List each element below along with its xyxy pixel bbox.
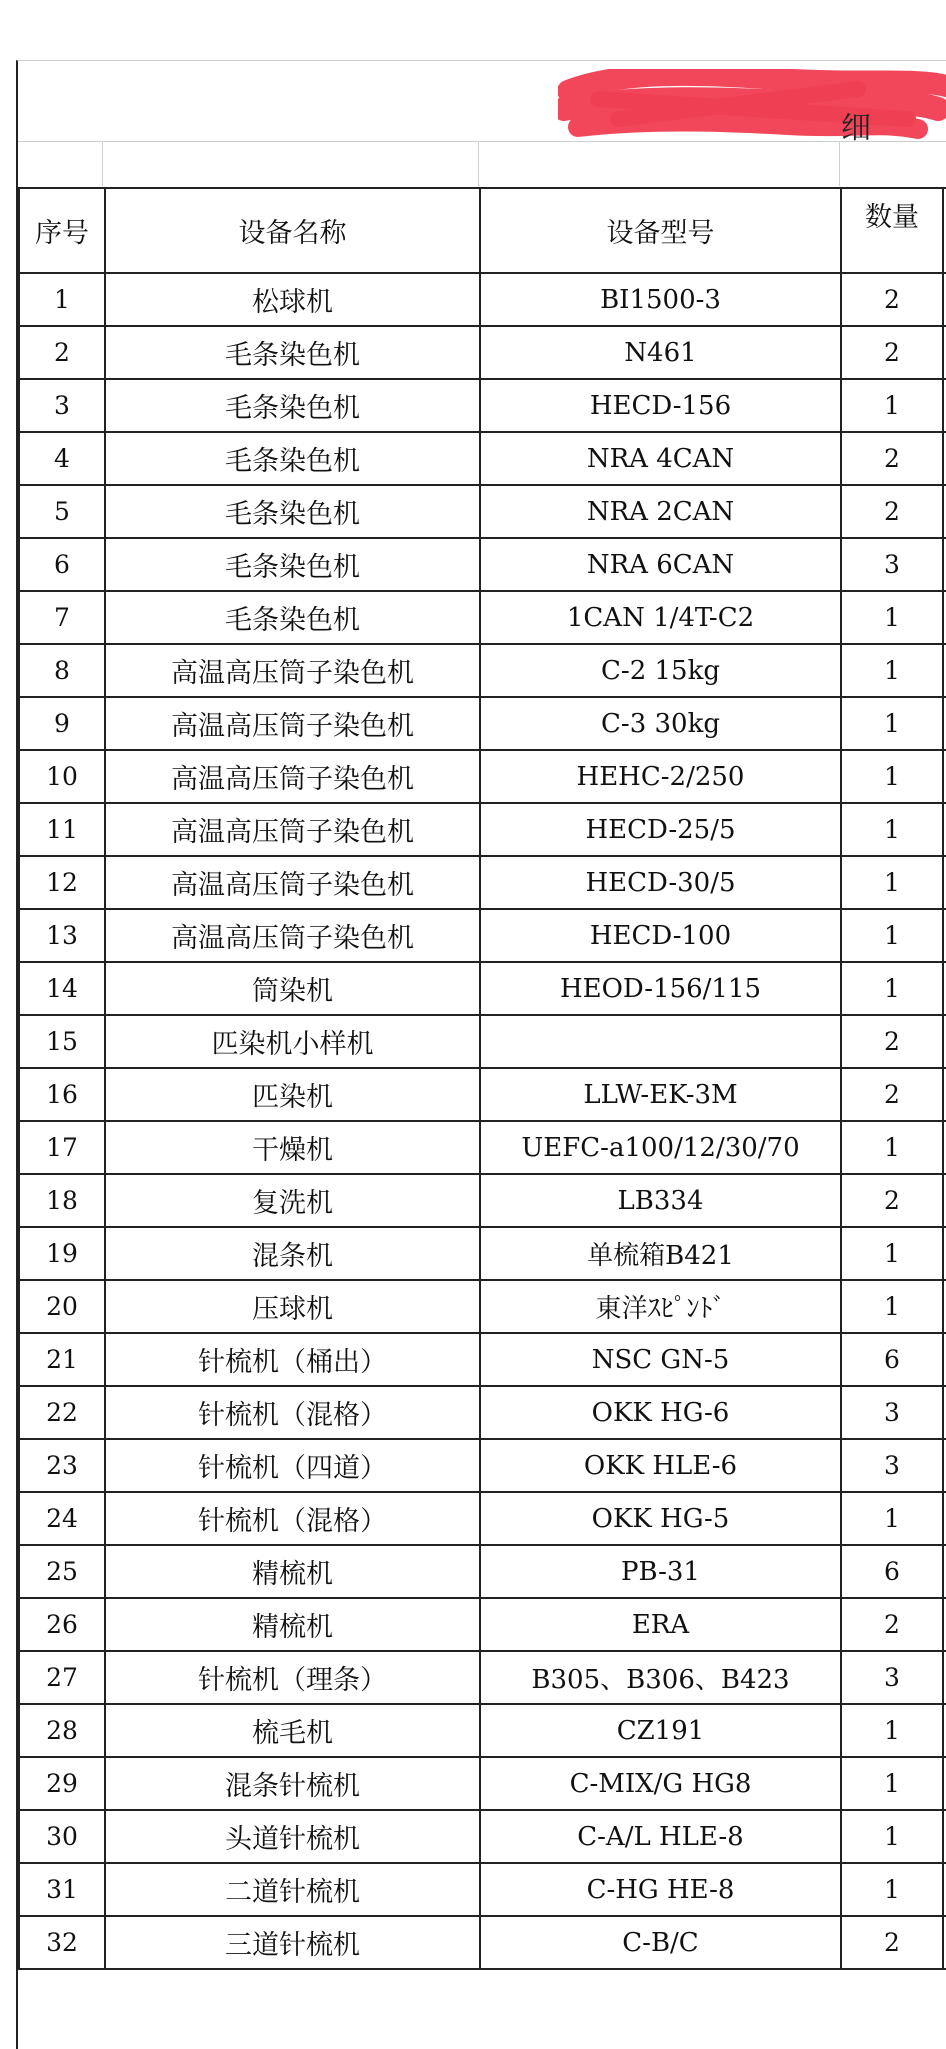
row-no: 18 bbox=[19, 1174, 105, 1227]
row-model: HECD-25/5 bbox=[480, 803, 841, 856]
table-row bbox=[19, 856, 946, 909]
header-qty: 数量 bbox=[841, 188, 943, 273]
row-qty: 1 bbox=[841, 1810, 943, 1863]
table-row bbox=[19, 1386, 946, 1439]
table-row bbox=[19, 326, 946, 379]
row-name: 精梳机 bbox=[105, 1545, 480, 1598]
row-name: 针梳机（理条） bbox=[105, 1651, 480, 1704]
row-qty: 6 bbox=[841, 1333, 943, 1386]
row-name: 毛条染色机 bbox=[105, 591, 480, 644]
row-model: C-2 15kg bbox=[480, 644, 841, 697]
row-no: 19 bbox=[19, 1227, 105, 1280]
row-name: 针梳机（混格） bbox=[105, 1386, 480, 1439]
row-model: C-3 30kg bbox=[480, 697, 841, 750]
row-name: 高温高压筒子染色机 bbox=[105, 697, 480, 750]
row-model: 1CAN 1/4T-C2 bbox=[480, 591, 841, 644]
row-name: 毛条染色机 bbox=[105, 326, 480, 379]
row-qty: 1 bbox=[841, 1757, 943, 1810]
row-no: 13 bbox=[19, 909, 105, 962]
row-qty: 3 bbox=[841, 538, 943, 591]
row-qty: 3 bbox=[841, 1651, 943, 1704]
row-no: 17 bbox=[19, 1121, 105, 1174]
row-qty: 1 bbox=[841, 1280, 943, 1333]
row-model: OKK HG-6 bbox=[480, 1386, 841, 1439]
row-qty: 2 bbox=[841, 273, 943, 326]
table-row bbox=[19, 1916, 946, 1969]
table-row bbox=[19, 1333, 946, 1386]
row-qty: 1 bbox=[841, 1492, 943, 1545]
row-model: 東洋ｽﾋﾟﾝﾄﾞ bbox=[480, 1280, 841, 1333]
table-row bbox=[19, 1598, 946, 1651]
row-model: HECD-30/5 bbox=[480, 856, 841, 909]
row-name: 梳毛机 bbox=[105, 1704, 480, 1757]
table-row bbox=[19, 1810, 946, 1863]
row-no: 24 bbox=[19, 1492, 105, 1545]
row-name: 压球机 bbox=[105, 1280, 480, 1333]
row-no: 9 bbox=[19, 697, 105, 750]
row-qty: 1 bbox=[841, 379, 943, 432]
row-name: 毛条染色机 bbox=[105, 432, 480, 485]
row-no: 12 bbox=[19, 856, 105, 909]
row-name: 头道针梳机 bbox=[105, 1810, 480, 1863]
row-name: 匹染机 bbox=[105, 1068, 480, 1121]
row-name: 高温高压筒子染色机 bbox=[105, 750, 480, 803]
row-model: LB334 bbox=[480, 1174, 841, 1227]
row-model: UEFC-a100/12/30/70 bbox=[480, 1121, 841, 1174]
row-no: 1 bbox=[19, 273, 105, 326]
row-qty: 1 bbox=[841, 1121, 943, 1174]
row-model bbox=[480, 1015, 841, 1068]
row-no: 7 bbox=[19, 591, 105, 644]
row-no: 30 bbox=[19, 1810, 105, 1863]
row-no: 26 bbox=[19, 1598, 105, 1651]
row-name: 三道针梳机 bbox=[105, 1916, 480, 1969]
row-no: 16 bbox=[19, 1068, 105, 1121]
table-row bbox=[19, 1757, 946, 1810]
table-row bbox=[19, 1704, 946, 1757]
row-qty: 2 bbox=[841, 432, 943, 485]
row-name: 混条针梳机 bbox=[105, 1757, 480, 1810]
row-model: NSC GN-5 bbox=[480, 1333, 841, 1386]
row-no: 25 bbox=[19, 1545, 105, 1598]
row-qty: 1 bbox=[841, 856, 943, 909]
equipment-table bbox=[18, 187, 946, 1970]
table-row bbox=[19, 962, 946, 1015]
table-row bbox=[19, 591, 946, 644]
title-fragment: 细 bbox=[841, 111, 871, 146]
blank-cell bbox=[103, 142, 479, 186]
row-name: 二道针梳机 bbox=[105, 1863, 480, 1916]
table-row bbox=[19, 1863, 946, 1916]
table-row bbox=[19, 485, 946, 538]
title-row bbox=[18, 61, 946, 146]
row-model: PB-31 bbox=[480, 1545, 841, 1598]
row-name: 高温高压筒子染色机 bbox=[105, 909, 480, 962]
row-no: 28 bbox=[19, 1704, 105, 1757]
row-qty: 2 bbox=[841, 1598, 943, 1651]
table-row bbox=[19, 697, 946, 750]
header-no: 序号 bbox=[19, 188, 105, 273]
row-no: 32 bbox=[19, 1916, 105, 1969]
table-row bbox=[19, 750, 946, 803]
row-model: C-MIX/G HG8 bbox=[480, 1757, 841, 1810]
blank-header-row bbox=[18, 142, 946, 186]
row-no: 27 bbox=[19, 1651, 105, 1704]
row-no: 22 bbox=[19, 1386, 105, 1439]
row-qty: 1 bbox=[841, 909, 943, 962]
row-qty: 1 bbox=[841, 697, 943, 750]
row-no: 5 bbox=[19, 485, 105, 538]
row-model: NRA 4CAN bbox=[480, 432, 841, 485]
row-name: 干燥机 bbox=[105, 1121, 480, 1174]
redaction-scribble bbox=[558, 69, 946, 141]
row-qty: 1 bbox=[841, 644, 943, 697]
row-qty: 2 bbox=[841, 485, 943, 538]
row-qty: 3 bbox=[841, 1439, 943, 1492]
row-name: 毛条染色机 bbox=[105, 379, 480, 432]
row-qty: 1 bbox=[841, 591, 943, 644]
row-model: C-HG HE-8 bbox=[480, 1863, 841, 1916]
row-no: 23 bbox=[19, 1439, 105, 1492]
table-row bbox=[19, 1015, 946, 1068]
table-row bbox=[19, 1174, 946, 1227]
row-qty: 3 bbox=[841, 1386, 943, 1439]
row-name: 针梳机（混格） bbox=[105, 1492, 480, 1545]
row-model: ERA bbox=[480, 1598, 841, 1651]
table-row bbox=[19, 1280, 946, 1333]
row-qty: 2 bbox=[841, 1068, 943, 1121]
blank-cell bbox=[479, 142, 840, 186]
row-no: 15 bbox=[19, 1015, 105, 1068]
table-row bbox=[19, 1545, 946, 1598]
blank-cell bbox=[18, 142, 103, 186]
row-qty: 2 bbox=[841, 326, 943, 379]
table-row bbox=[19, 379, 946, 432]
table-row bbox=[19, 1068, 946, 1121]
header-model: 设备型号 bbox=[480, 188, 841, 273]
row-name: 针梳机（四道） bbox=[105, 1439, 480, 1492]
row-model: C-A/L HLE-8 bbox=[480, 1810, 841, 1863]
row-name: 匹染机小样机 bbox=[105, 1015, 480, 1068]
row-name: 毛条染色机 bbox=[105, 538, 480, 591]
table-row bbox=[19, 432, 946, 485]
row-name: 高温高压筒子染色机 bbox=[105, 803, 480, 856]
row-qty: 1 bbox=[841, 803, 943, 856]
row-no: 6 bbox=[19, 538, 105, 591]
row-no: 31 bbox=[19, 1863, 105, 1916]
table-row bbox=[19, 644, 946, 697]
row-name: 精梳机 bbox=[105, 1598, 480, 1651]
row-qty: 1 bbox=[841, 1227, 943, 1280]
row-model: HECD-156 bbox=[480, 379, 841, 432]
row-no: 4 bbox=[19, 432, 105, 485]
table-row bbox=[19, 538, 946, 591]
row-qty: 1 bbox=[841, 750, 943, 803]
row-name: 混条机 bbox=[105, 1227, 480, 1280]
row-no: 21 bbox=[19, 1333, 105, 1386]
table-row bbox=[19, 1439, 946, 1492]
row-no: 10 bbox=[19, 750, 105, 803]
table-header-row bbox=[19, 188, 946, 273]
row-no: 2 bbox=[19, 326, 105, 379]
row-no: 29 bbox=[19, 1757, 105, 1810]
row-model: NRA 2CAN bbox=[480, 485, 841, 538]
row-qty: 6 bbox=[841, 1545, 943, 1598]
row-model: OKK HLE-6 bbox=[480, 1439, 841, 1492]
row-name: 复洗机 bbox=[105, 1174, 480, 1227]
row-model: HEHC-2/250 bbox=[480, 750, 841, 803]
row-name: 高温高压筒子染色机 bbox=[105, 856, 480, 909]
row-name: 高温高压筒子染色机 bbox=[105, 644, 480, 697]
row-model: B305、B306、B423 bbox=[480, 1651, 841, 1704]
table-row bbox=[19, 803, 946, 856]
row-qty: 1 bbox=[841, 962, 943, 1015]
table-row bbox=[19, 273, 946, 326]
table-row bbox=[19, 1651, 946, 1704]
row-model: HECD-100 bbox=[480, 909, 841, 962]
row-model: N461 bbox=[480, 326, 841, 379]
row-model: C-B/C bbox=[480, 1916, 841, 1969]
table-row bbox=[19, 1121, 946, 1174]
row-no: 11 bbox=[19, 803, 105, 856]
row-qty: 1 bbox=[841, 1704, 943, 1757]
row-name: 筒染机 bbox=[105, 962, 480, 1015]
row-name: 松球机 bbox=[105, 273, 480, 326]
row-model: HEOD-156/115 bbox=[480, 962, 841, 1015]
row-name: 针梳机（桶出） bbox=[105, 1333, 480, 1386]
table-row bbox=[19, 909, 946, 962]
row-name: 毛条染色机 bbox=[105, 485, 480, 538]
table-row bbox=[19, 1227, 946, 1280]
row-no: 20 bbox=[19, 1280, 105, 1333]
table-row bbox=[19, 1492, 946, 1545]
row-qty: 2 bbox=[841, 1174, 943, 1227]
row-qty: 1 bbox=[841, 1863, 943, 1916]
row-model: LLW-EK-3M bbox=[480, 1068, 841, 1121]
row-model: CZ191 bbox=[480, 1704, 841, 1757]
row-no: 3 bbox=[19, 379, 105, 432]
row-model: OKK HG-5 bbox=[480, 1492, 841, 1545]
row-no: 14 bbox=[19, 962, 105, 1015]
row-model: BI1500-3 bbox=[480, 273, 841, 326]
row-model: 单梳箱B421 bbox=[480, 1227, 841, 1280]
row-qty: 2 bbox=[841, 1015, 943, 1068]
header-name: 设备名称 bbox=[105, 188, 480, 273]
equipment-sheet bbox=[16, 60, 946, 2049]
row-no: 8 bbox=[19, 644, 105, 697]
row-qty: 2 bbox=[841, 1916, 943, 1969]
row-model: NRA 6CAN bbox=[480, 538, 841, 591]
